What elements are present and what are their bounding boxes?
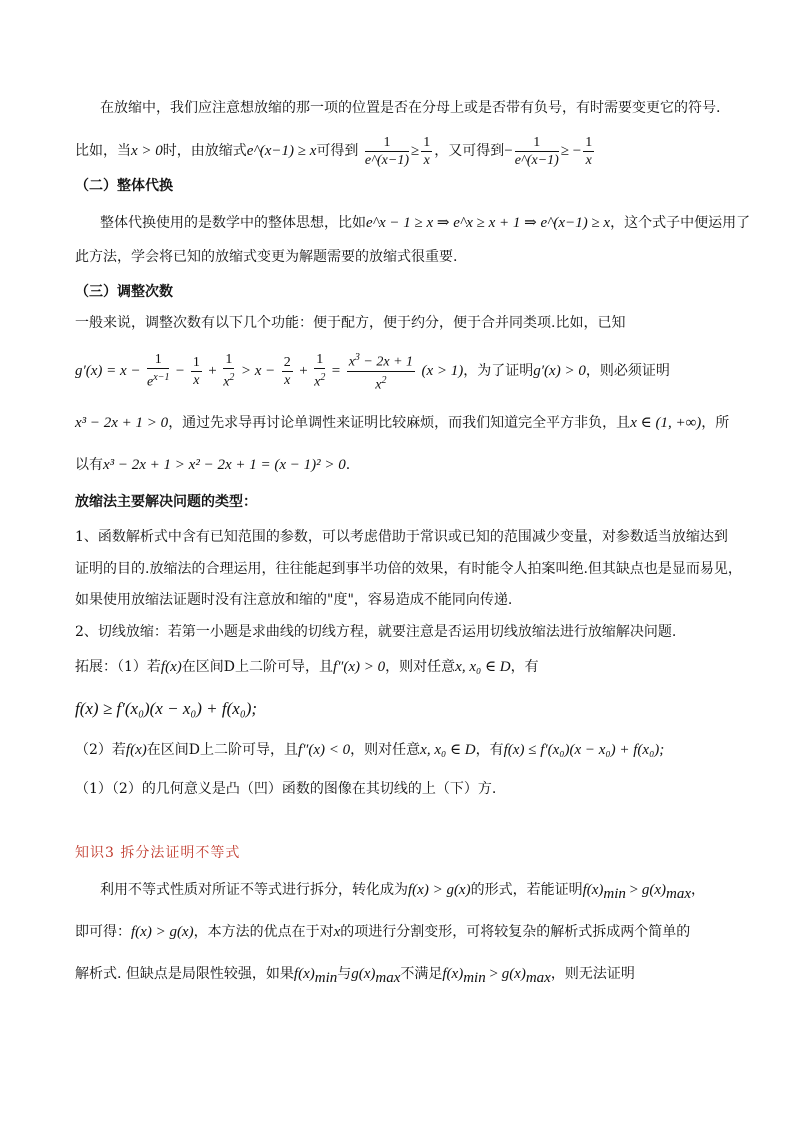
subscript: max	[525, 969, 551, 986]
text: 利用不等式性质对所证不等式进行拆分，转化成为	[100, 882, 408, 898]
paragraph-line	[75, 922, 690, 942]
text: 与	[337, 966, 352, 982]
fraction: $\frac{1}{e^{x-1}}$	[147, 352, 170, 390]
paragraph-line: （1）（2）的几何意义是凸（凹）函数的图像在其切线的上（下）方.	[75, 781, 497, 797]
text: 拓展：（1）若	[75, 659, 161, 675]
section-heading: 放缩法主要解决问题的类型：	[75, 494, 257, 510]
math-inline: f(x)	[293, 966, 315, 982]
paragraph-line: 2、切线放缩：若第一小题是求曲线的切线方程，就要注意是否运用切线放缩法进行放缩解决问题.	[75, 624, 677, 640]
subscript: min	[463, 969, 486, 986]
subscript: max	[375, 969, 401, 986]
text: ，有	[510, 659, 539, 675]
section-heading: （三）调整次数	[75, 284, 173, 300]
math-op: >	[485, 966, 502, 982]
equation-line	[75, 699, 257, 720]
math-inline: f(x)	[160, 659, 182, 675]
math-inline: g(x)	[501, 966, 526, 982]
equation-line: g′(x) = x − $\frac{1}{e^{x-1}}$ − $\frac{1}{x}$ + $\frac{1}{x^2}$ > x − $\frac{2}{x}$ + $\frac{1}{x^2}$ = $\frac{x^3 - 2x + 1}{x^2}$ (x > 1)，为了证明g′(x) > 0，则必须证明	[75, 349, 670, 393]
text: 时，由放缩式	[162, 143, 247, 159]
paragraph-line: 1、函数解析式中含有已知范围的参数，可以考虑借助于常识或已知的范围减少变量，对参数适当放缩达到	[75, 529, 728, 545]
text: 解析式. 但缺点是局限性较强，如果	[75, 966, 294, 982]
paragraph-line	[75, 964, 635, 988]
paragraph-line: 比如，当x > 0时，由放缩式e^(x−1) ≥ x可得到 $\frac{1}{e\^{}(x-1)}$ ≥ $\frac{1}{x}$ ，又可得到− $\frac{1}{e\^{}(x-1)}$ ≥ − $\frac{1}{x}$	[75, 134, 593, 168]
paragraph-line	[75, 740, 664, 760]
text: 即可得：	[75, 924, 131, 940]
fraction: $\frac{1}{x}$	[423, 134, 431, 168]
text: ，为了证明	[463, 363, 534, 380]
text: ，有	[475, 742, 504, 758]
text: 可得到	[316, 143, 359, 159]
fraction: $\frac{1}{x}$	[585, 134, 593, 168]
text: ，又可得到	[434, 143, 505, 159]
text: ，则对任意	[350, 742, 421, 758]
paragraph-line: 在放缩中，我们应注意想放缩的那一项的位置是否在分母上或是否带有负号，有时需要变更它的符号.	[100, 100, 721, 116]
fraction: $\frac{x^3 - 2x + 1}{x^2}$	[347, 349, 415, 393]
text: ，则必须证明	[585, 363, 670, 380]
math-inline: g′(x) = x −	[75, 363, 141, 380]
math-inline: x ∈ (1, +∞)	[630, 415, 702, 431]
math-inline: x³ − 2x + 1 > 0	[75, 415, 169, 431]
text: .	[345, 457, 351, 473]
fraction: $\frac{1}{e\^{}(x-1)}$	[514, 134, 559, 168]
math-inline: e^x − 1 ≥ x ⇒ e^x ≥ x + 1 ⇒ e^(x−1) ≥ x	[366, 215, 611, 231]
math-op: >	[625, 882, 642, 898]
fraction: $\frac{1}{x^2}$	[314, 352, 326, 390]
math-inline: f(x) ≥ f′(x₀)(x − x₀) + f(x₀);	[75, 699, 258, 718]
paragraph-line	[100, 880, 705, 904]
text: ，所	[701, 415, 730, 431]
math-inline: e^(x−1) ≥ x	[246, 143, 317, 159]
text: 的项进行分割变形，可将较复杂的解析式拆成两个简单的	[340, 924, 691, 940]
text: 以有	[75, 457, 103, 473]
text: 比如，当	[75, 143, 131, 159]
paragraph-line	[75, 455, 350, 475]
fraction: $\frac{1}{e\^{}(x-1)}$	[364, 134, 409, 168]
math-inline: g(x)	[351, 966, 376, 982]
text: 在区间D上二阶可导，且	[181, 659, 333, 675]
paragraph-line	[100, 213, 750, 233]
math-inline: g′(x) > 0	[533, 363, 586, 380]
fraction: $\frac{1}{x}$	[192, 354, 200, 388]
text: 整体代换使用的是数学中的整体思想，比如	[100, 215, 366, 231]
math-inline: f(x) > g(x)	[131, 924, 194, 940]
paragraph-line: 一般来说，调整次数有以下几个功能：便于配方，便于约分，便于合并同类项.比如，已知	[75, 315, 626, 331]
section-heading: （二）整体代换	[75, 178, 173, 194]
text: 在区间D上二阶可导，且	[146, 742, 298, 758]
math-inline: f(x)	[582, 882, 604, 898]
paragraph-line	[75, 413, 729, 433]
math-inline: g(x)	[641, 882, 667, 898]
text: ，则无法证明	[550, 966, 635, 982]
text: 的形式，若能证明	[470, 882, 583, 898]
paragraph-line: 此方法，学会将已知的放缩式变更为解题需要的放缩式很重要.	[75, 249, 458, 265]
paragraph-line: 证明的目的.放缩法的合理运用，往往能起到事半功倍的效果，有时能令人拍案叫绝.但其缺点也是显而易见，	[75, 561, 742, 577]
text: 不满足	[400, 966, 443, 982]
math-inline: f(x) ≤ f′(x₀)(x − x₀) + f(x₀);	[503, 742, 665, 758]
math-inline: f(x) > g(x)	[408, 882, 471, 898]
math-inline: x	[333, 924, 341, 940]
subscript: max	[666, 885, 692, 902]
fraction: $\frac{1}{x^2}$	[223, 352, 235, 390]
math-inline: x³ − 2x + 1 > x² − 2x + 1 = (x − 1)² > 0	[103, 457, 346, 473]
math-inline: f(x)	[125, 742, 147, 758]
text: （2）若	[75, 742, 126, 758]
paragraph-line: 如果使用放缩法证题时没有注意放和缩的"度"，容易造成不能同向传递.	[75, 592, 513, 608]
section-title: 知识3 拆分法证明不等式	[75, 845, 241, 861]
math-inline: f″(x) > 0	[332, 659, 386, 675]
text: ，这个式子中便运用了	[610, 215, 751, 231]
text: ，通过先求导再讨论单调性来证明比较麻烦，而我们知道完全平方非负，且	[168, 415, 631, 431]
paragraph-line	[75, 657, 539, 677]
math-inline: x, x₀ ∈ D	[420, 742, 476, 758]
math-inline: f″(x) < 0	[297, 742, 351, 758]
text: ，本方法的优点在于对	[193, 924, 334, 940]
text: ，则对任意	[385, 659, 456, 675]
text: ，	[691, 882, 706, 898]
math-inline: f(x)	[442, 966, 464, 982]
math-inline: x, x₀ ∈ D	[455, 659, 511, 675]
fraction: $\frac{2}{x}$	[283, 354, 291, 388]
math-inline: x > 0	[131, 143, 163, 159]
subscript: min	[603, 885, 626, 902]
subscript: min	[314, 969, 338, 986]
